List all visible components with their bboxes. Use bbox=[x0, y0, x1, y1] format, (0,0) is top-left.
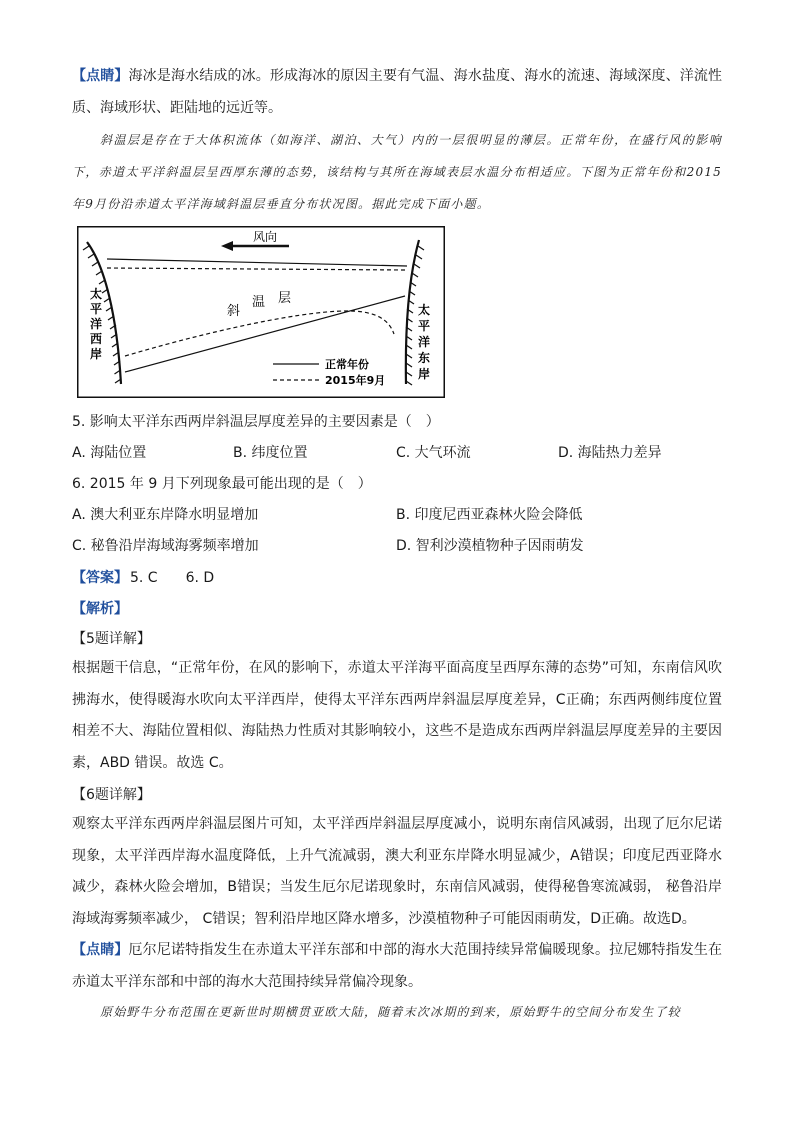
analysis-label: 【解析】 bbox=[72, 601, 128, 617]
layer-char-1: 斜 bbox=[227, 304, 241, 319]
point-text: 厄尔尼诺特指发生在赤道太平洋东部和中部的海水大范围持续异常偏暖现象。拉尼娜特指发生在赤道太平洋东部和中部的海水大范围持续异常偏冷现象。 bbox=[72, 942, 723, 990]
answer-value: 5. C 6. D bbox=[130, 570, 215, 586]
legend-2015-label: 2015年9月 bbox=[325, 374, 386, 387]
svg-text:太: 太 bbox=[418, 303, 431, 317]
svg-text:西: 西 bbox=[90, 332, 103, 346]
svg-text:平: 平 bbox=[90, 302, 103, 316]
point-text: 海冰是海水结成的冰。形成海冰的原因主要有气温、海水盐度、海水的流速、海域深度、洋流性质、海域形状、距陆地的远近等。 bbox=[72, 68, 723, 116]
detail-6-label: 【6题详解】 bbox=[72, 787, 151, 803]
q5-option-a[interactable]: A. 海陆位置 bbox=[72, 445, 147, 461]
wind-label: 风向 bbox=[253, 230, 278, 244]
svg-text:太: 太 bbox=[90, 287, 103, 301]
question-6-stem: 6. 2015 年 9 月下列现象最可能出现的是（ ） bbox=[72, 476, 372, 492]
point-label: 【点睛】 bbox=[72, 68, 129, 84]
legend-normal-label: 正常年份 bbox=[325, 358, 369, 371]
svg-text:岸: 岸 bbox=[90, 347, 103, 361]
svg-text:洋: 洋 bbox=[90, 317, 103, 331]
passage-thermocline: 斜温层是存在于大体积流体（如海洋、湖泊、大气）内的一层很明显的薄层。正常年份，在盛行风的影响下，赤道太平洋斜温层呈西厚东薄的态势，该结构与其所在海域表层水温分布相适应。下图为正常年份和2015年9月份沿赤道太平洋海域斜温层垂直分布状况图。据此完成下面小题。 bbox=[72, 133, 722, 211]
thermocline-figure bbox=[77, 226, 445, 398]
q6-option-d[interactable]: D. 智利沙漠植物种子因雨萌发 bbox=[396, 538, 584, 554]
east-coast-label bbox=[418, 302, 430, 381]
svg-text:平: 平 bbox=[418, 319, 431, 333]
question-5-stem: 5. 影响太平洋东西两岸斜温层厚度差异的主要因素是（ ） bbox=[72, 414, 440, 430]
svg-text:洋: 洋 bbox=[418, 335, 431, 349]
q6-option-a[interactable]: A. 澳大利亚东岸降水明显增加 bbox=[72, 507, 259, 523]
svg-text:东: 东 bbox=[418, 351, 431, 365]
layer-char-2: 温 bbox=[252, 295, 266, 310]
answer-label: 【答案】 bbox=[72, 570, 128, 586]
detail-5-label: 【5题详解】 bbox=[72, 631, 151, 647]
passage-bison: 原始野牛分布范围在更新世时期横贯亚欧大陆，随着末次冰期的到来，原始野牛的空间分布发生了较 bbox=[100, 1005, 681, 1019]
q5-option-b[interactable]: B. 纬度位置 bbox=[233, 445, 308, 461]
point-label: 【点睛】 bbox=[72, 942, 129, 958]
detail-5-text: 根据题干信息，“正常年份，在风的影响下，赤道太平洋海平面高度呈西厚东薄的态势”可知，东南信风吹拂海水，使得暖海水吹向太平洋西岸，使得太平洋东西两岸斜温层厚度差异，C正确；东西两侧纬度位置相差不大、海陆位置相似、海陆热力性质对其影响较小，这些不是造成东西两岸斜温层厚度差异的主要因素，ABD 错误。故选 C。 bbox=[72, 660, 722, 771]
q5-option-c[interactable]: C. 大气环流 bbox=[396, 445, 471, 461]
answer-line bbox=[72, 567, 214, 587]
west-coast-label bbox=[90, 286, 102, 361]
svg-text:岸: 岸 bbox=[418, 367, 431, 381]
point-note-sea-ice bbox=[72, 61, 722, 124]
q6-option-c[interactable]: C. 秘鲁沿岸海域海雾频率增加 bbox=[72, 538, 259, 554]
point-note-enso bbox=[72, 935, 722, 998]
layer-char-3: 层 bbox=[278, 291, 292, 306]
detail-6-text: 观察太平洋东西两岸斜温层图片可知，太平洋西岸斜温层厚度减小，说明东南信风减弱，出现了厄尔尼诺现象，太平洋西岸海水温度降低，上升气流减弱，澳大利亚东岸降水明显减少，A错误；印度尼西亚降水减少，森林火险会增加，B错误；当发生厄尔尼诺现象时，东南信风减弱，使得秘鲁寒流减弱， 秘鲁沿岸海域海雾频率减少， C错误；智利沿岸地区降水增多，沙漠植物种子可能因雨萌发，D正确。故选D。 bbox=[72, 816, 722, 927]
figure-frame bbox=[78, 227, 445, 398]
q5-option-d[interactable]: D. 海陆热力差异 bbox=[558, 445, 662, 461]
q6-option-b[interactable]: B. 印度尼西亚森林火险会降低 bbox=[396, 507, 583, 523]
